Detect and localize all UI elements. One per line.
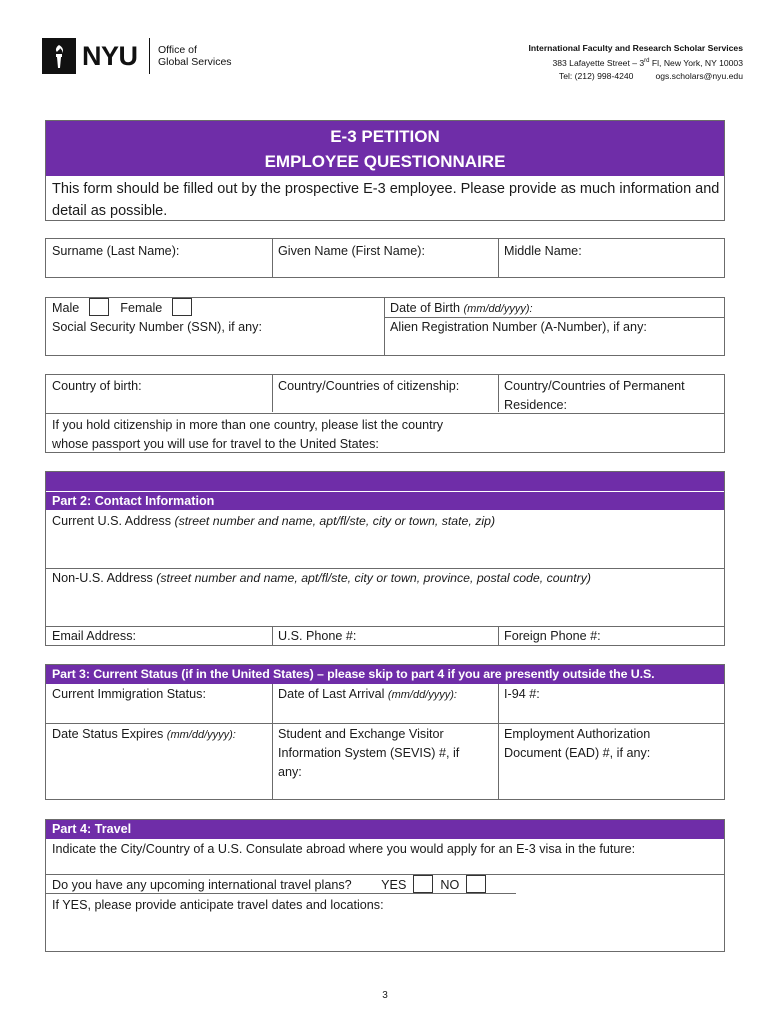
us-address-label: Current U.S. Address — [52, 514, 175, 528]
part3-table — [45, 664, 725, 800]
office-line-2: Global Services — [158, 56, 232, 68]
part2-header: Part 2: Contact Information — [46, 492, 724, 510]
part2-table — [45, 471, 725, 646]
contact-address-pre: 383 Lafayette Street – 3 — [552, 57, 645, 68]
middle-name-field[interactable]: Middle Name: — [504, 244, 582, 258]
citizenship-field[interactable]: Country/Countries of citizenship: — [278, 379, 460, 393]
no-checkbox[interactable] — [466, 875, 486, 893]
us-address-hint: (street number and name, apt/fl/ste, city or town, state, zip) — [174, 514, 496, 528]
travel-details-field[interactable]: If YES, please provide anticipate travel dates and locations: — [52, 898, 384, 912]
consulate-field[interactable]: Indicate the City/Country of a U.S. Consulate abroad where you would apply for an E-3 visa in the future: — [52, 842, 636, 856]
contact-block — [529, 42, 743, 83]
no-label: NO — [440, 878, 460, 892]
gender-dob-table — [45, 297, 725, 356]
dob-field[interactable] — [384, 298, 724, 317]
nyu-logo — [42, 38, 242, 78]
surname-field[interactable]: Surname (Last Name): — [52, 244, 180, 258]
names-table — [45, 238, 725, 278]
foreign-phone-field[interactable]: Foreign Phone #: — [504, 629, 601, 643]
part4-table — [45, 819, 725, 952]
contact-row — [529, 70, 743, 83]
sevis-field[interactable]: Student and Exchange Visitor Information System (SEVIS) #, if any: — [278, 727, 460, 779]
ead-field[interactable]: Employment Authorization Document (EAD) #, if any: — [504, 727, 651, 760]
contact-org: International Faculty and Research Scholar Services — [528, 43, 743, 53]
title-box — [45, 120, 725, 221]
office-line-1: Office of — [158, 44, 197, 56]
instructions: This form should be filled out by the prospective E-3 employee. Please provide as much information and detail as possible. — [52, 181, 720, 219]
contact-phone: Tel: (212) 998-4240 — [558, 70, 634, 81]
last-arrival-field[interactable] — [272, 684, 498, 705]
last-arrival-format: (mm/dd/yyyy): — [387, 689, 457, 701]
dob-label: Date of Birth — [390, 301, 464, 315]
logo-divider — [149, 38, 150, 74]
female-checkbox[interactable] — [172, 298, 192, 316]
travel-question: Do you have any upcoming international travel plans? — [52, 878, 352, 892]
status-expires-format: (mm/dd/yyyy): — [166, 729, 236, 741]
country-of-birth-field[interactable]: Country of birth: — [52, 379, 142, 393]
us-address-field[interactable] — [46, 511, 724, 568]
nonus-address-label: Non-U.S. Address — [52, 571, 157, 585]
last-arrival-label: Date of Last Arrival — [278, 687, 388, 701]
page-number: 3 — [382, 990, 388, 1001]
permanent-residence-field[interactable]: Country/Countries of Permanent Residence: — [504, 379, 685, 412]
title-band — [46, 121, 724, 176]
i94-field[interactable]: I-94 #: — [504, 687, 540, 701]
status-expires-label: Date Status Expires — [52, 727, 167, 741]
part4-header: Part 4: Travel — [46, 820, 724, 839]
given-name-field[interactable]: Given Name (First Name): — [278, 244, 425, 258]
us-phone-field[interactable]: U.S. Phone #: — [278, 629, 357, 643]
travel-question-row — [46, 875, 724, 895]
torch-icon — [42, 38, 76, 74]
contact-email: ogs.scholars@nyu.edu — [655, 70, 743, 81]
logo-wordmark: NYU — [82, 41, 138, 71]
contact-address-post: Fl, New York, NY 10003 — [649, 57, 743, 68]
male-label: Male — [52, 301, 80, 315]
office-name — [158, 44, 232, 68]
email-field[interactable]: Email Address: — [52, 629, 136, 643]
anumber-field[interactable]: Alien Registration Number (A-Number), if any: — [390, 320, 647, 334]
multi-citizenship-field[interactable] — [46, 415, 724, 453]
male-checkbox[interactable] — [89, 298, 109, 316]
dob-format: (mm/dd/yyyy): — [463, 303, 533, 315]
yes-label: YES — [381, 878, 407, 892]
form-title-line-2: EMPLOYEE QUESTIONNAIRE — [264, 152, 506, 171]
ssn-field[interactable]: Social Security Number (SSN), if any: — [52, 320, 262, 334]
form-title-line-1: E-3 PETITION — [330, 127, 440, 146]
female-label: Female — [120, 301, 163, 315]
multi-citizenship-line-2: whose passport you will use for travel to the United States: — [52, 437, 379, 451]
nonus-address-hint: (street number and name, apt/fl/ste, city or town, province, postal code, country) — [156, 571, 591, 585]
gender-row — [46, 298, 384, 318]
multi-citizenship-line-1: If you hold citizenship in more than one country, please list the country — [52, 418, 444, 432]
part2-top-band — [46, 472, 724, 491]
immigration-status-field[interactable]: Current Immigration Status: — [52, 687, 206, 701]
contact-address-sup: rd — [644, 58, 650, 64]
yes-checkbox[interactable] — [413, 875, 433, 893]
nonus-address-field[interactable] — [46, 568, 724, 625]
citizenship-table — [45, 374, 725, 453]
contact-address — [529, 55, 743, 70]
part3-header: Part 3: Current Status (if in the United States) – please skip to part 4 if you are presently outside the U.S. — [46, 665, 724, 684]
status-expires-field[interactable] — [46, 724, 272, 745]
